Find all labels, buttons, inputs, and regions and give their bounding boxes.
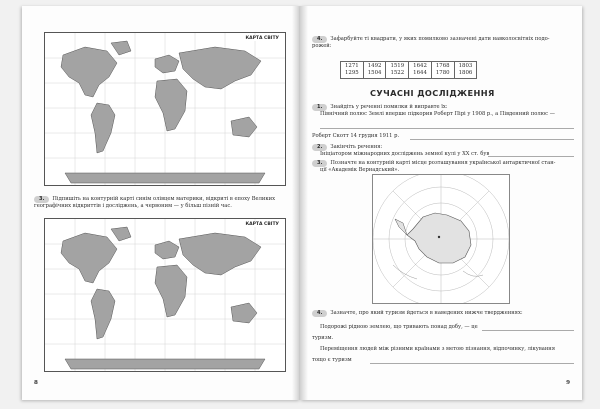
answer-line[interactable] bbox=[482, 330, 574, 331]
task-text-line: Позначте на контурній карті місце розташування української антарктичної стан- bbox=[330, 160, 556, 166]
right-task-4 bbox=[312, 36, 574, 50]
right-page bbox=[300, 6, 582, 400]
date-cell[interactable]: 1803 1806 bbox=[454, 62, 477, 79]
task-number-badge: 3. bbox=[312, 160, 327, 167]
task-text-line: Переміщення людей між різними країнами з метою пізнання, відпочинку, лікування bbox=[320, 346, 556, 352]
answer-line[interactable] bbox=[370, 363, 574, 364]
task-number-badge: 3. bbox=[34, 196, 49, 203]
right-task-3 bbox=[312, 160, 574, 174]
world-map-top bbox=[44, 32, 286, 186]
task-text-line: Зафарбуйте ті квадрати, у яких помилково зазначені дати навколосвітніх подо- bbox=[330, 36, 550, 42]
date-cell[interactable]: 1519 1522 bbox=[386, 62, 409, 79]
page-number-right: 9 bbox=[566, 380, 570, 386]
task-text-line: Знайдіть у реченні помилки й виправте їх: bbox=[330, 104, 448, 110]
page-number-left: 8 bbox=[34, 380, 38, 386]
tourism-statement-1-cont bbox=[312, 335, 574, 342]
answer-line[interactable] bbox=[488, 156, 574, 157]
task-text-line: Роберт Скотт 14 грудня 1911 р. bbox=[312, 133, 400, 139]
world-map-bottom bbox=[44, 218, 286, 372]
left-task-3 bbox=[34, 196, 292, 210]
task-text-line: Ініціатором міжнародних досліджень земної кулі у ХХ ст. був bbox=[320, 151, 490, 157]
tourism-statement-2 bbox=[320, 346, 574, 353]
date-cell[interactable]: 1642 1644 bbox=[409, 62, 432, 79]
antarctica-map-graphic bbox=[373, 175, 509, 303]
answer-line[interactable] bbox=[410, 139, 574, 140]
right-task-1 bbox=[312, 104, 574, 118]
map-title-top: КАРТА СВІТУ bbox=[245, 36, 279, 41]
answer-line[interactable] bbox=[320, 128, 574, 129]
task-text-line: Зазначте, про який туризм йдеться в наведених нижче твердженнях: bbox=[330, 310, 523, 316]
task-text-line: тощо є туризм bbox=[312, 357, 352, 363]
section-title: СУЧАСНІ ДОСЛІДЖЕННЯ bbox=[370, 88, 495, 98]
left-page bbox=[22, 6, 300, 400]
dates-table bbox=[340, 61, 477, 79]
date-cell[interactable]: 1271 1295 bbox=[341, 62, 364, 79]
task-number-badge: 4. bbox=[312, 310, 327, 317]
right-task-4b bbox=[312, 310, 574, 317]
book-spine-shadow bbox=[292, 6, 308, 400]
date-cell[interactable]: 1492 1504 bbox=[363, 62, 386, 79]
task-text-line: Північний полюс Землі вперше підкорив Роберт Пірі у 1908 р., а Південний полюс — bbox=[320, 111, 555, 117]
antarctica-map[interactable] bbox=[372, 174, 510, 304]
world-map-bottom-graphic bbox=[45, 219, 285, 371]
date-cell[interactable]: 1768 1780 bbox=[431, 62, 454, 79]
task-text-line: Підпишіть на контурній карті синім олівцем материки, відкриті в епоху Великих bbox=[52, 196, 276, 202]
task-text-line: Подорожі рідною землею, що тривають понад добу, — це bbox=[320, 324, 478, 330]
task-text-line: Закінчіть речення: bbox=[330, 144, 383, 150]
world-map-top-graphic bbox=[45, 33, 285, 185]
task-number-badge: 2. bbox=[312, 144, 327, 151]
map-title-bottom: КАРТА СВІТУ bbox=[245, 222, 279, 227]
task-text-line: географічних відкриттів і досліджень, а червоним — у більш пізній час. bbox=[34, 203, 232, 209]
task-text-line: туризм. bbox=[312, 335, 334, 341]
task-number-badge: 1. bbox=[312, 104, 327, 111]
task-text-line: рожей: bbox=[312, 43, 332, 49]
task-text-line: ції «Академік Вернадський». bbox=[320, 167, 400, 173]
task-number-badge: 4. bbox=[312, 36, 327, 43]
